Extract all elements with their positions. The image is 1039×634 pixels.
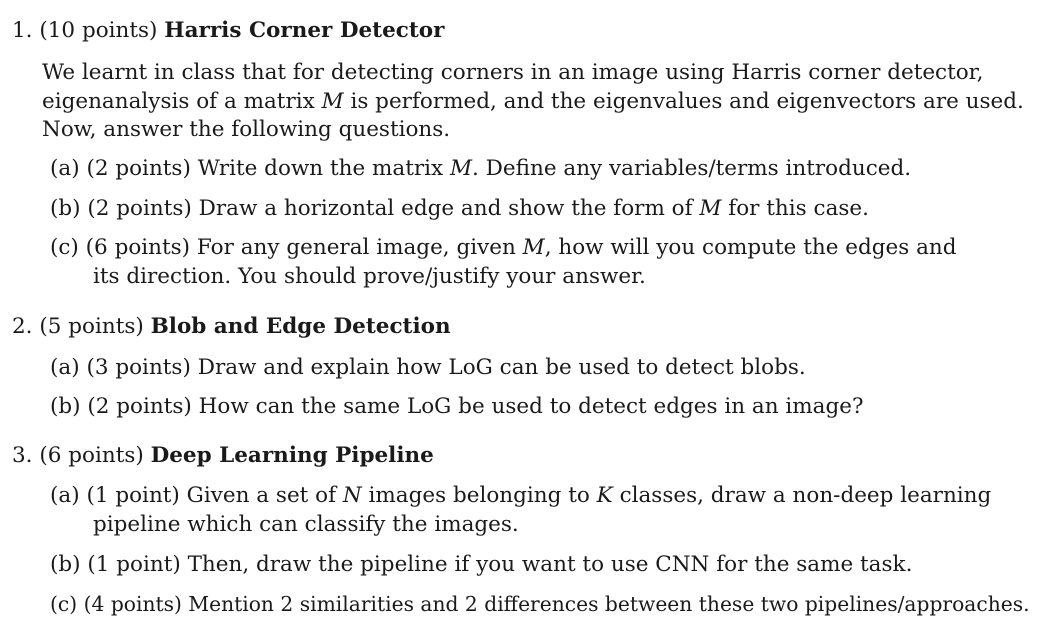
q1b-points: (2 points) — [87, 196, 192, 221]
q1a-var-m: M — [450, 156, 473, 181]
q3c-label: (c) — [50, 592, 78, 616]
q1b-text-1: Draw a horizontal edge and show the form of — [198, 196, 693, 221]
q3-points: (6 points) — [39, 443, 144, 468]
q3-title: Deep Learning Pipeline — [150, 443, 434, 468]
q3a-text-3: classes, draw a non-deep learning — [619, 483, 992, 508]
q1-intro-text-3: Now, answer the following questions. — [42, 117, 451, 142]
q3a-points: (1 point) — [86, 483, 180, 508]
q2b-label: (b) — [50, 394, 81, 419]
q3b-text: Then, draw the pipeline if you want to use CNN for the same task. — [187, 552, 913, 577]
q1b-var-m: M — [699, 196, 722, 221]
q1c-points: (6 points) — [85, 235, 191, 260]
q2b-item — [50, 396, 863, 418]
q1c-var-m: M — [522, 235, 545, 260]
q3b-item — [50, 554, 912, 576]
q3a-var-n: N — [342, 483, 362, 508]
q3a-label: (a) — [50, 483, 80, 508]
q1-intro-text-1: We learnt in class that for detecting corners in an image using Harris corner detector, — [42, 60, 984, 85]
q1c-item — [50, 237, 957, 259]
q1-intro-var-m: M — [321, 89, 344, 114]
q1-intro-text-2a: eigenanalysis of a matrix — [42, 89, 315, 114]
q3b-points: (1 point) — [87, 552, 181, 577]
q1-title: Harris Corner Detector — [164, 18, 445, 43]
q1a-label: (a) — [50, 156, 80, 181]
q3a-text-2: images belonging to — [368, 483, 590, 508]
q1-points: (10 points) — [39, 18, 158, 43]
q2a-label: (a) — [50, 355, 80, 380]
q1-number: 1. — [12, 18, 33, 43]
q2a-item — [50, 357, 806, 379]
q3a-item — [50, 485, 991, 507]
q1-intro-text-2b: is performed, and the eigenvalues and eigenvectors are used. — [350, 89, 1024, 114]
q3a-text-1: Given a set of — [186, 483, 337, 508]
q3c-points: (4 points) — [83, 592, 182, 616]
q2a-points: (3 points) — [86, 355, 191, 380]
q3a-var-k: K — [596, 483, 613, 508]
q1a-points: (2 points) — [86, 156, 191, 181]
q3-number: 3. — [12, 443, 33, 468]
q1-intro-line-1 — [42, 62, 983, 84]
q3c-item — [50, 594, 1030, 614]
q3a-line-2 — [93, 514, 519, 536]
q1a-text-2: . Define any variables/terms introduced. — [472, 156, 912, 181]
q1b-item — [50, 198, 869, 220]
q2b-points: (2 points) — [87, 394, 192, 419]
q2a-text: Draw and explain how LoG can be used to detect blobs. — [197, 355, 806, 380]
q2-title: Blob and Edge Detection — [150, 314, 451, 339]
q1-heading — [12, 20, 444, 42]
q2-points: (5 points) — [39, 314, 144, 339]
q1-intro-line-2 — [42, 91, 1024, 113]
q2-number: 2. — [12, 314, 33, 339]
q2b-text: How can the same LoG be used to detect edges in an image? — [198, 394, 864, 419]
q1c-text-3: its direction. You should prove/justify your answer. — [93, 264, 646, 289]
q1b-text-2: for this case. — [728, 196, 869, 221]
q3c-text: Mention 2 similarities and 2 differences between these two pipelines/approaches. — [188, 592, 1030, 616]
q1a-text-1: Write down the matrix — [197, 156, 444, 181]
q1a-item — [50, 158, 911, 180]
q2-heading — [12, 316, 451, 338]
q3a-text-4: pipeline which can classify the images. — [93, 512, 519, 537]
q1c-label: (c) — [50, 235, 79, 260]
q3b-label: (b) — [50, 552, 81, 577]
q1c-text-1: For any general image, given — [196, 235, 516, 260]
q1b-label: (b) — [50, 196, 81, 221]
q3-heading — [12, 445, 434, 467]
q1c-text-2: , how will you compute the edges and — [544, 235, 957, 260]
q1c-line-2 — [93, 266, 646, 288]
q1-intro-line-3 — [42, 119, 450, 141]
